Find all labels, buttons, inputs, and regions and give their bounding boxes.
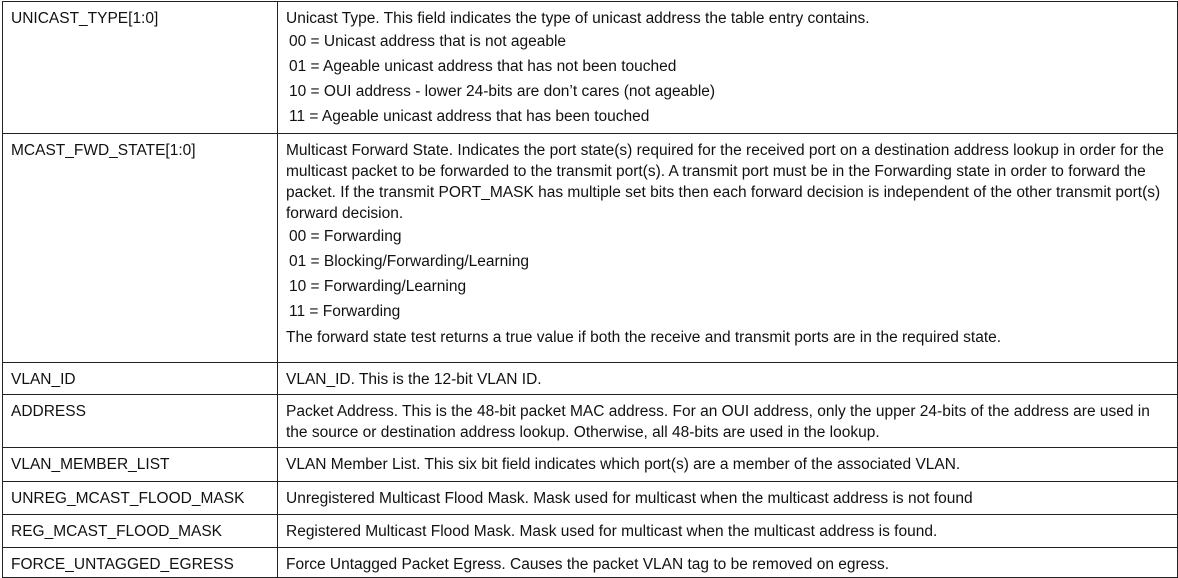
field-description [278,134,1178,363]
field-description: VLAN Member List. This six bit field indicates which port(s) are a member of the associated VLAN. [278,448,1178,482]
field-name: MCAST_FWD_STATE[1:0] [3,134,278,363]
table-row [3,548,1178,578]
value-item: 10 = Forwarding/Learning [289,278,467,295]
value-item: 11 = Forwarding [289,303,401,320]
value-item: 11 = Ageable unicast address that has been touched [289,108,650,125]
field-description: Registered Multicast Flood Mask. Mask used for multicast when the multicast address is found. [278,515,1178,548]
field-description: Packet Address. This is the 48-bit packet MAC address. For an OUI address, only the upper 24-bits of the address are used in the source or destination address lookup. Otherwise, all 48-bits are used in the lookup. [278,395,1178,448]
table-row [3,134,1178,363]
field-name: UNICAST_TYPE[1:0] [3,2,278,134]
value-item: 01 = Blocking/Forwarding/Learning [289,253,529,270]
value-item: 01 = Ageable unicast address that has not been touched [289,58,677,75]
table-row [3,395,1178,448]
field-description [278,2,1178,134]
value-item: 00 = Forwarding [289,228,402,245]
field-name: REG_MCAST_FLOOD_MASK [3,515,278,548]
field-name: FORCE_UNTAGGED_EGRESS [3,548,278,578]
field-name: ADDRESS [3,395,278,448]
field-name: VLAN_ID [3,363,278,395]
table-row [3,515,1178,548]
value-item: 00 = Unicast address that is not ageable [289,33,567,50]
field-description: VLAN_ID. This is the 12-bit VLAN ID. [278,363,1178,395]
description-text: Multicast Forward State. Indicates the port state(s) required for the received port on a destination address lookup in order for the multicast packet to be forwarded to the transmit port(s). A transmit port must be in the Forwarding state in order to forward the packet. If the transmit PORT_MASK has multiple set bits then each forward decision is independent of the other transmit port(s) forward decision. [286,142,1164,222]
field-description: Force Untagged Packet Egress. Causes the packet VLAN tag to be removed on egress. [278,548,1178,578]
table-row [3,448,1178,482]
value-item: 10 = OUI address - lower 24-bits are don’t cares (not ageable) [289,83,716,100]
table-row [3,2,1178,134]
note-text: The forward state test returns a true value if both the receive and transmit ports are in the required state. [286,329,1002,346]
field-name: UNREG_MCAST_FLOOD_MASK [3,482,278,515]
field-description: Unregistered Multicast Flood Mask. Mask used for multicast when the multicast address is not found [278,482,1178,515]
field-description-table [2,1,1178,578]
table-row [3,363,1178,395]
description-text: Unicast Type. This field indicates the type of unicast address the table entry contains. [286,10,870,27]
table-row [3,482,1178,515]
field-name: VLAN_MEMBER_LIST [3,448,278,482]
